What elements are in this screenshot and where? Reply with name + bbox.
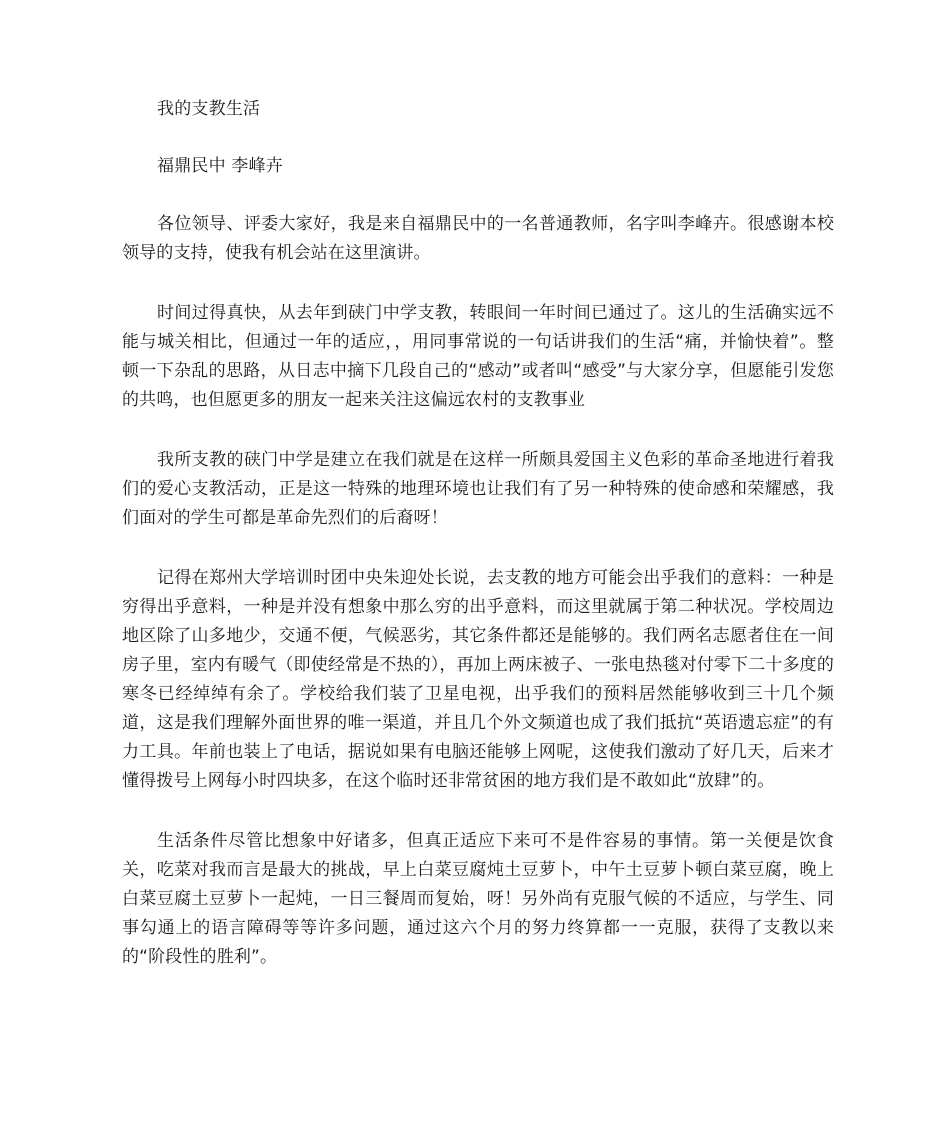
paragraph-greeting: 各位领导、评委大家好，我是来自福鼎民中的一名普通教师，名字叫李峰卉。很感谢本校领导的支持，使我有机会站在这里演讲。 (122, 214, 834, 263)
paragraph-intro: 时间过得真快，从去年到硖门中学支教，转眼间一年时间已通过了。这儿的生活确实远不能与城关相比，但通过一年的适应，，用同事常说的一句话讲我们的生活“痛，并愉快着”。整顿一下杂乱的思路，从日志中摘下几段自己的“感动”或者叫“感受”与大家分享，但愿能引发您的共鸣，也但愿更多的朋友一起来关注这偏远农村的支教事业 (122, 303, 834, 410)
paragraph-living-conditions: 记得在郑州大学培训时团中央朱迎处长说，去支教的地方可能会出乎我们的意料：一种是穷得出乎意料，一种是并没有想象中那么穷的出乎意料，而这里就属于第二种状况。学校周边地区除了山多地少，交通不便，气候恶劣，其它条件都还是能够的。我们两名志愿者住在一间房子里，室内有暖气（即使经常是不热的），再加上两床被子、一张电热毯对付零下二十多度的寒冬已经绰绰有余了。学校给我们装了卫星电视，出乎我们的预料居然能够收到三十几个频道，这是我们理解外面世界的唯一渠道，并且几个外文频道也成了我们抵抗“英语遗忘症”的有力工具。年前也装上了电话，据说如果有电脑还能够上网呢，这使我们激动了好几天，后来才懂得拨号上网每小时四块多，在这个临时还非常贫困的地方我们是不敢如此“放肆”的。 (122, 568, 834, 791)
paragraph-adaptation: 生活条件尽管比想象中好诸多，但真正适应下来可不是件容易的事情。第一关便是饮食关，吃菜对我而言是最大的挑战，早上白菜豆腐炖土豆萝卜，中午土豆萝卜顿白菜豆腐，晚上白菜豆腐土豆萝卜一起炖，一日三餐周而复始，呀！另外尚有克服气候的不适应，与学生、同事勾通上的语言障碍等等许多问题，通过这六个月的努力终算都一一克服，获得了支教以来的“阶段性的胜利”。 (122, 831, 834, 967)
paragraph-school: 我所支教的硖门中学是建立在我们就是在这样一所颇具爱国主义色彩的革命圣地进行着我们的爱心支教活动，正是这一特殊的地理环境也让我们有了另一种特殊的使命感和荣耀感，我们面对的学生可都是革命先烈们的后裔呀！ (122, 450, 834, 528)
document-body (122, 96, 834, 1003)
document-title: 我的支教生活 (157, 99, 261, 119)
document-author: 福鼎民中 李峰卉 (157, 156, 284, 176)
